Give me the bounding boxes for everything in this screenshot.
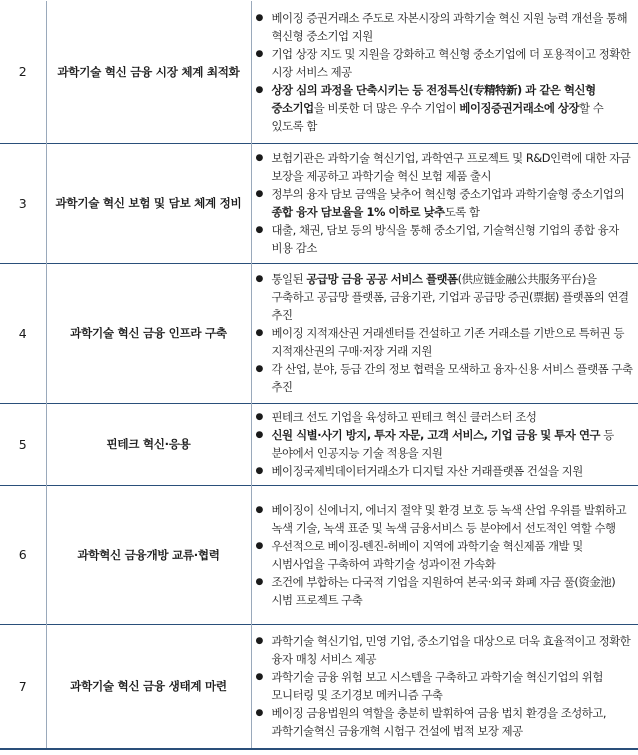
bullet-text: 보험기관은 과학기술 혁신기업, 과학연구 프로젝트 및 R&D인력에 대한 자금 보장을 제공하고 과학기술 혁신 보험 제품 출시 — [272, 151, 631, 183]
bullet-item — [252, 185, 638, 221]
bullet-item — [252, 408, 638, 426]
bullet-dot-icon: ● — [256, 632, 263, 650]
bullet-item — [252, 81, 638, 135]
row-description — [251, 143, 638, 263]
row-number: 7 — [0, 624, 46, 749]
bullet-dot-icon: ● — [256, 149, 263, 167]
row-title: 과학기술 혁신 금융 시장 체계 최적화 — [46, 1, 251, 143]
bullet-text: (供应链金融公共服务平台)을 구축하고 공급망 플랫폼, 금융기관, 기업과 공급망 증권(票据) 플랫폼의 연결 추진 — [272, 272, 629, 322]
bullet-text-bold: 신원 식별·사기 방지, 투자 자문, 고객 서비스, 기업 금융 및 투자 연구 — [272, 428, 601, 442]
bullet-text: 베이징국제빅데이터거래소가 디지털 자산 거래플랫폼 건설을 지원 — [272, 464, 583, 478]
bullet-dot-icon: ● — [256, 426, 263, 444]
row-description — [251, 485, 638, 624]
bullet-text-bold: 상장 심의 과정을 단축시키는 등 전정특신(专精特新) 과 같은 혁신형 중소기업 — [272, 83, 596, 115]
row-title: 과학기술 혁신 금융 인프라 구축 — [46, 263, 251, 403]
bullet-text: 통일된 — [272, 272, 307, 286]
bullet-text: 베이징이 신에너지, 에너지 절약 및 환경 보호 등 녹색 산업 우위를 발휘하고 녹색 기술, 녹색 표준 및 녹색 금융서비스 등 분야에서 선도적인 역할 수행 — [272, 503, 627, 535]
row-description — [251, 263, 638, 403]
table-row — [0, 624, 638, 749]
row-number: 5 — [0, 403, 46, 485]
bullet-text: 과학기술 혁신기업, 민영 기업, 중소기업을 대상으로 더욱 효율적이고 정확한 융자 매칭 서비스 제공 — [272, 634, 631, 666]
row-number: 6 — [0, 485, 46, 624]
bullet-item — [252, 45, 638, 81]
table-row — [0, 403, 638, 485]
bullet-list — [252, 9, 638, 135]
bullet-text-bold: 공급망 금융 공공 서비스 플랫폼 — [306, 272, 457, 286]
bullet-list — [252, 270, 638, 396]
bullet-text: 베이징 금융법원의 역할을 충분히 발휘하여 금융 법치 환경을 조성하고, 과학기술혁신 금융개혁 시험구 건설에 법적 보장 제공 — [272, 706, 607, 738]
row-title: 과학기술 혁신 금융 생태계 마련 — [46, 624, 251, 749]
bullet-item — [252, 9, 638, 45]
table-row — [0, 485, 638, 624]
bullet-text: 핀테크 선도 기업을 육성하고 핀테크 혁신 클러스터 조성 — [272, 410, 537, 424]
bullet-dot-icon: ● — [256, 81, 263, 99]
bullet-text-bold: 종합 융자 담보율을 1% 이하로 낮추 — [272, 205, 445, 219]
bullet-dot-icon: ● — [256, 537, 263, 555]
bullet-text: 베이징 증권거래소 주도로 자본시장의 과학기술 혁신 지원 능력 개선을 통해 혁신형 중소기업 지원 — [272, 11, 628, 43]
bullet-dot-icon: ● — [256, 360, 263, 378]
bullet-dot-icon: ● — [256, 462, 263, 480]
bullet-item — [252, 632, 638, 668]
bullet-dot-icon: ● — [256, 270, 263, 288]
bullet-dot-icon: ● — [256, 501, 263, 519]
bullet-item — [252, 573, 638, 609]
bullet-item — [252, 537, 638, 573]
bullet-dot-icon: ● — [256, 221, 263, 239]
policy-table — [0, 1, 638, 750]
row-title: 과학혁신 금융개방 교류·협력 — [46, 485, 251, 624]
bullet-text: 정부의 융자 담보 금액을 낮추어 혁신형 중소기업과 과학기술형 중소기업의 — [272, 187, 625, 201]
policy-table-body — [0, 1, 638, 749]
bullet-dot-icon: ● — [256, 45, 263, 63]
bullet-text: 과학기술 금융 위험 보고 시스템을 구축하고 과학기술 혁신기업의 위험 모니터링 및 조기경보 메커니즘 구축 — [272, 670, 603, 702]
bullet-dot-icon: ● — [256, 668, 263, 686]
table-row — [0, 1, 638, 143]
bullet-list — [252, 408, 638, 480]
bullet-text: 우선적으로 베이징-톈진-허베이 지역에 과학기술 혁신제품 개발 및 시범사업을 구축하여 과학기술 성과이전 가속화 — [272, 539, 583, 571]
bullet-item — [252, 149, 638, 185]
bullet-dot-icon: ● — [256, 408, 263, 426]
bullet-text: 을 비롯한 더 많은 우수 기업이 — [314, 101, 460, 115]
bullet-text: 베이징 지적재산권 거래센터를 건설하고 기존 거래소를 기반으로 특허권 등 지적재산권의 구매·저장 거래 지원 — [272, 326, 625, 358]
bullet-list — [252, 632, 638, 740]
bullet-item — [252, 221, 638, 257]
bullet-item — [252, 360, 638, 396]
bullet-dot-icon: ● — [256, 9, 263, 27]
bullet-text: 기업 상장 지도 및 지원을 강화하고 혁신형 중소기업에 더 포용적이고 정확한 시장 서비스 제공 — [272, 47, 631, 79]
row-number: 2 — [0, 1, 46, 143]
bullet-item — [252, 668, 638, 704]
bullet-item — [252, 324, 638, 360]
bullet-dot-icon: ● — [256, 324, 263, 342]
row-description — [251, 403, 638, 485]
bullet-text: 조건에 부합하는 다국적 기업을 지원하여 본국·외국 화폐 자금 풀(资金池) 시범 프로젝트 구축 — [272, 575, 616, 607]
row-description — [251, 1, 638, 143]
row-number: 3 — [0, 143, 46, 263]
table-row — [0, 143, 638, 263]
bullet-item — [252, 270, 638, 324]
bullet-item — [252, 501, 638, 537]
row-number: 4 — [0, 263, 46, 403]
row-title: 핀테크 혁신·응용 — [46, 403, 251, 485]
bullet-item — [252, 704, 638, 740]
bullet-list — [252, 501, 638, 609]
row-title: 과학기술 혁신 보험 및 담보 체계 정비 — [46, 143, 251, 263]
bullet-text: 도록 함 — [445, 205, 480, 219]
bullet-dot-icon: ● — [256, 185, 263, 203]
bullet-text: 각 산업, 분야, 등급 간의 정보 협력을 모색하고 융자·신용 서비스 플랫폼 구축 추진 — [272, 362, 633, 394]
bullet-text: 대출, 채권, 담보 등의 방식을 통해 중소기업, 기술혁신형 기업의 종합 융자 비용 감소 — [272, 223, 619, 255]
bullet-text: 할 수 있도록 함 — [272, 101, 604, 133]
bullet-list — [252, 149, 638, 257]
bullet-dot-icon: ● — [256, 573, 263, 591]
bullet-dot-icon: ● — [256, 704, 263, 722]
bullet-text-bold: 베이징증권거래소에 상장 — [459, 101, 579, 115]
table-row — [0, 263, 638, 403]
bullet-item — [252, 462, 638, 480]
row-description — [251, 624, 638, 749]
bullet-text: 등 분야에서 인공지능 기술 적용을 지원 — [272, 428, 614, 460]
bullet-item — [252, 426, 638, 462]
